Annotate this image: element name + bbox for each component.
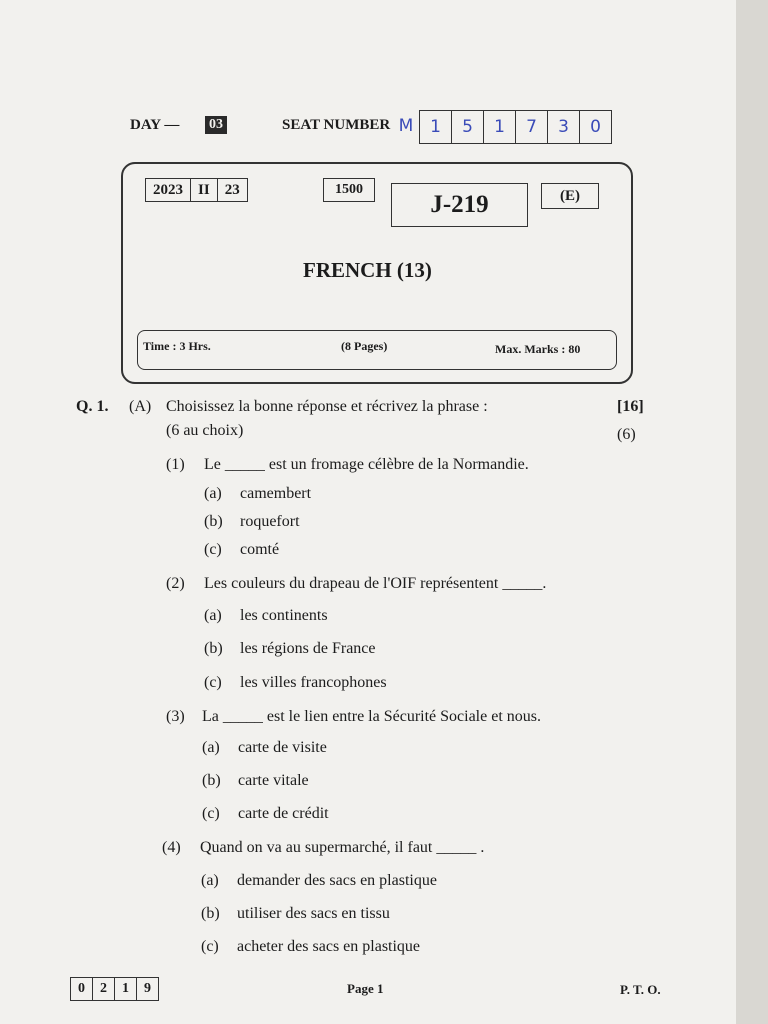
- seat-digit: 5: [451, 110, 483, 144]
- item-number: (4): [162, 839, 181, 856]
- option-label: (a): [201, 872, 219, 889]
- day-label: DAY —: [130, 117, 180, 133]
- seat-digit: 7: [515, 110, 547, 144]
- code-digit: 2: [93, 978, 115, 1000]
- option-label: (c): [204, 541, 222, 558]
- exam-time: Time : 3 Hrs.: [143, 339, 211, 353]
- option-label: (a): [202, 739, 220, 756]
- item-text: Quand on va au supermarché, il faut _____ .: [200, 839, 485, 856]
- question-instruction: Choisissez la bonne réponse et récrivez la phrase :: [166, 398, 488, 415]
- item-text: La _____ est le lien entre la Sécurité Sociale et nous.: [202, 708, 541, 725]
- option-label: (c): [201, 938, 219, 955]
- option-text: carte de crédit: [238, 805, 329, 822]
- option-text: demander des sacs en plastique: [237, 872, 437, 889]
- session-term: II: [191, 179, 218, 201]
- item-number: (2): [166, 575, 185, 592]
- question-choice-note: (6 au choix): [166, 422, 244, 439]
- max-marks: Max. Marks : 80: [495, 342, 581, 356]
- option-text: utiliser des sacs en tissu: [237, 905, 390, 922]
- item-text: Les couleurs du drapeau de l'OIF représentent _____.: [204, 575, 547, 592]
- exam-session-code: [145, 178, 248, 202]
- seat-number-label: SEAT NUMBER: [282, 117, 391, 133]
- exam-code-1500: 1500: [323, 178, 375, 202]
- session-year: 2023: [146, 179, 191, 201]
- paper-code: J-219: [391, 183, 528, 227]
- code-digit: 9: [144, 981, 151, 996]
- option-label: (b): [202, 772, 221, 789]
- question-section: (A): [129, 398, 152, 415]
- medium-code: (E): [541, 183, 599, 209]
- item-number: (1): [166, 456, 185, 473]
- item-number: (3): [166, 708, 185, 725]
- subject-title: FRENCH (13): [303, 258, 432, 282]
- page-count: (8 Pages): [341, 339, 388, 353]
- page-number: Page 1: [347, 981, 384, 996]
- option-text: comté: [240, 541, 280, 558]
- option-label: (b): [201, 905, 220, 922]
- page-edge: [736, 0, 768, 1024]
- seat-digit: 3: [547, 110, 579, 144]
- question-total-marks: [16]: [617, 398, 644, 415]
- seat-digit: 1: [483, 110, 515, 144]
- option-text: les régions de France: [240, 640, 376, 657]
- option-label: (a): [204, 485, 222, 502]
- option-text: les continents: [240, 607, 328, 624]
- option-label: (a): [204, 607, 222, 624]
- session-number: 23: [224, 182, 240, 198]
- option-text: roquefort: [240, 513, 300, 530]
- code-digit: 1: [115, 978, 137, 1000]
- option-text: les villes francophones: [240, 674, 387, 691]
- option-label: (b): [204, 640, 223, 657]
- option-label: (c): [202, 805, 220, 822]
- seat-number-boxes: [393, 110, 612, 142]
- item-text: Le _____ est un fromage célèbre de la Normandie.: [204, 456, 529, 473]
- option-text: camembert: [240, 485, 312, 502]
- option-label: (c): [204, 674, 222, 691]
- paper-code-boxes: [70, 977, 159, 1001]
- please-turn-over: P. T. O.: [620, 982, 661, 997]
- code-digit: 0: [71, 978, 93, 1000]
- question-number: Q. 1.: [76, 398, 109, 415]
- option-label: (b): [204, 513, 223, 530]
- seat-digit: 0: [579, 110, 612, 144]
- seat-digit: M: [398, 116, 414, 136]
- option-text: carte vitale: [238, 772, 309, 789]
- seat-digit: 1: [419, 110, 451, 144]
- question-section-marks: (6): [617, 426, 636, 443]
- option-text: carte de visite: [238, 739, 327, 756]
- day-value: 03: [205, 116, 227, 134]
- option-text: acheter des sacs en plastique: [237, 938, 421, 955]
